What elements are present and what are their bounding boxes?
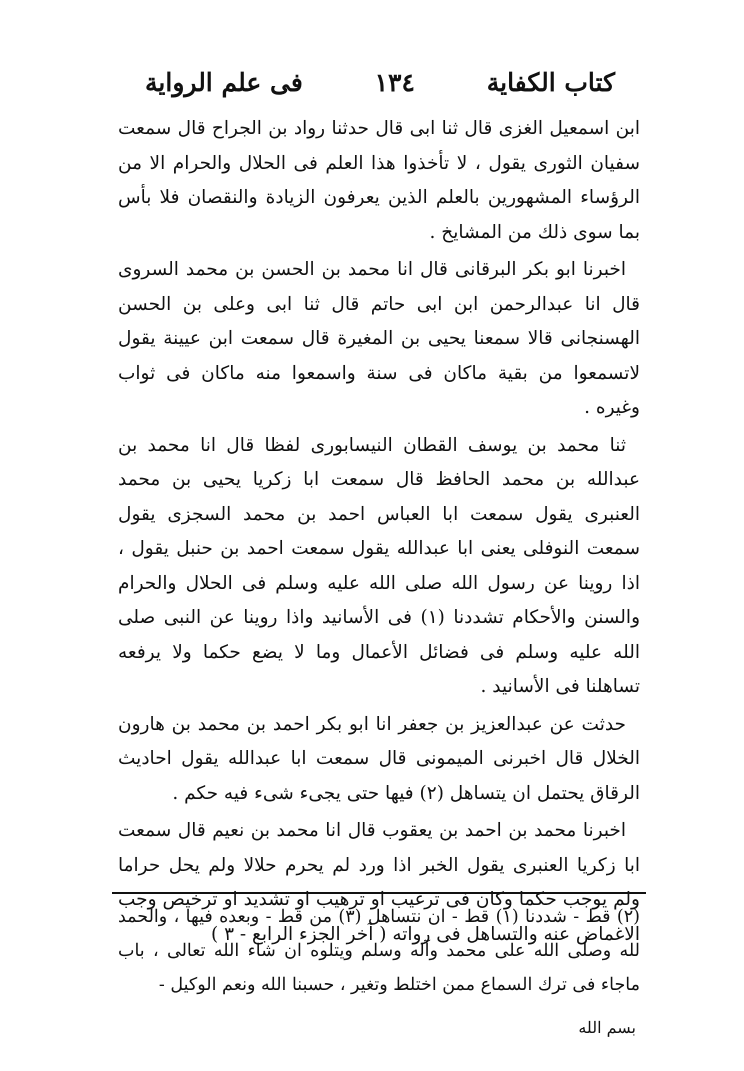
running-header (145, 62, 615, 102)
page-number: ١٣٤ (374, 67, 415, 97)
header-subtitle: فى علم الرواية (145, 67, 303, 97)
paragraph-1: ابن اسمعيل الغزى قال ثنا ابى قال حدثنا رواد بن الجراح قال سمعت سفيان الثورى يقول ، لا تأخذوا هذا العلم فى الحلال والحرام الا من الرؤساء المشهورين بالعلم الذين يعرفون الزيادة والنقصان فلا بأس بما سوى ذلك من المشايخ . (118, 118, 640, 243)
main-text (118, 112, 640, 955)
paragraph-4: حدثت عن عبدالعزيز بن جعفر انا ابو بكر احمد بن محمد بن هارون الخلال قال اخبرنى الميمونى قال سمعت ابا عبدالله يقول احاديث الرقاق يحتمل ان يتساهل (٢) فيها حتى يجىء شىء فيه حكم . (118, 713, 640, 804)
footnote-text: (٢) قط - شددنا (١) قط - ان نتساهل (٣) من قط - وبعده فيها ، والحمد لله وصلى الله على محمد وآله وسلم ويتلوه ان شاء الله تعالى ، باب ماجاء فى ترك السماع ممن اختلط وتغير ، حسبنا الله ونعم الوكيل - (118, 907, 640, 995)
book-title: كتاب الكفاية (486, 67, 615, 97)
bottom-note: بسم الله (578, 1018, 636, 1037)
paragraph-5: اخبرنا محمد بن احمد بن يعقوب قال انا محمد بن نعيم قال سمعت ابا زكريا العنبرى يقول الخبر اذا ورد لم يحرم حلالا ولم يحل حراما ولم يوجب حكما وكان فى ترغيب او ترهيب او تشديد او ترخيص وجب الاغماض عنه والتساهل فى رواته ( آخر الجزء الرابع - ٣ ) (118, 820, 640, 945)
footnotes (118, 900, 640, 1002)
paragraph-2: اخبرنا ابو بكر البرقانى قال انا محمد بن الحسن بن محمد السروى قال انا عبدالرحمن ابن ابى حاتم قال ثنا ابى وعلى بن الحسن الهسنجانى قالا سمعنا يحيى بن المغيرة قال سمعت ابن عيينة يقول لاتسمعوا من بقية ماكان فى سنة واسمعوا منه ماكان فى ثواب وغيره . (118, 259, 640, 418)
footnote-divider (112, 892, 646, 894)
paragraph-3: ثنا محمد بن يوسف القطان النيسابورى لفظا قال انا محمد بن عبدالله بن محمد الحافظ قال سمعت ابا زكريا يحيى بن محمد العنبرى يقول سمعت ابا العباس احمد بن محمد السجزى يقول سمعت النوفلى يعنى ابا عبدالله يقول سمعت احمد بن حنبل يقول ، اذا روينا عن رسول الله صلى الله عليه وسلم فى الحلال والحرام والسنن والأحكام تشددنا (١) فى الأسانيد واذا روينا عن النبى صلى الله عليه وسلم فى فضائل الأعمال وما لا يضع حكما ولا يرفعه تساهلنا فى الأسانيد . (118, 434, 641, 697)
